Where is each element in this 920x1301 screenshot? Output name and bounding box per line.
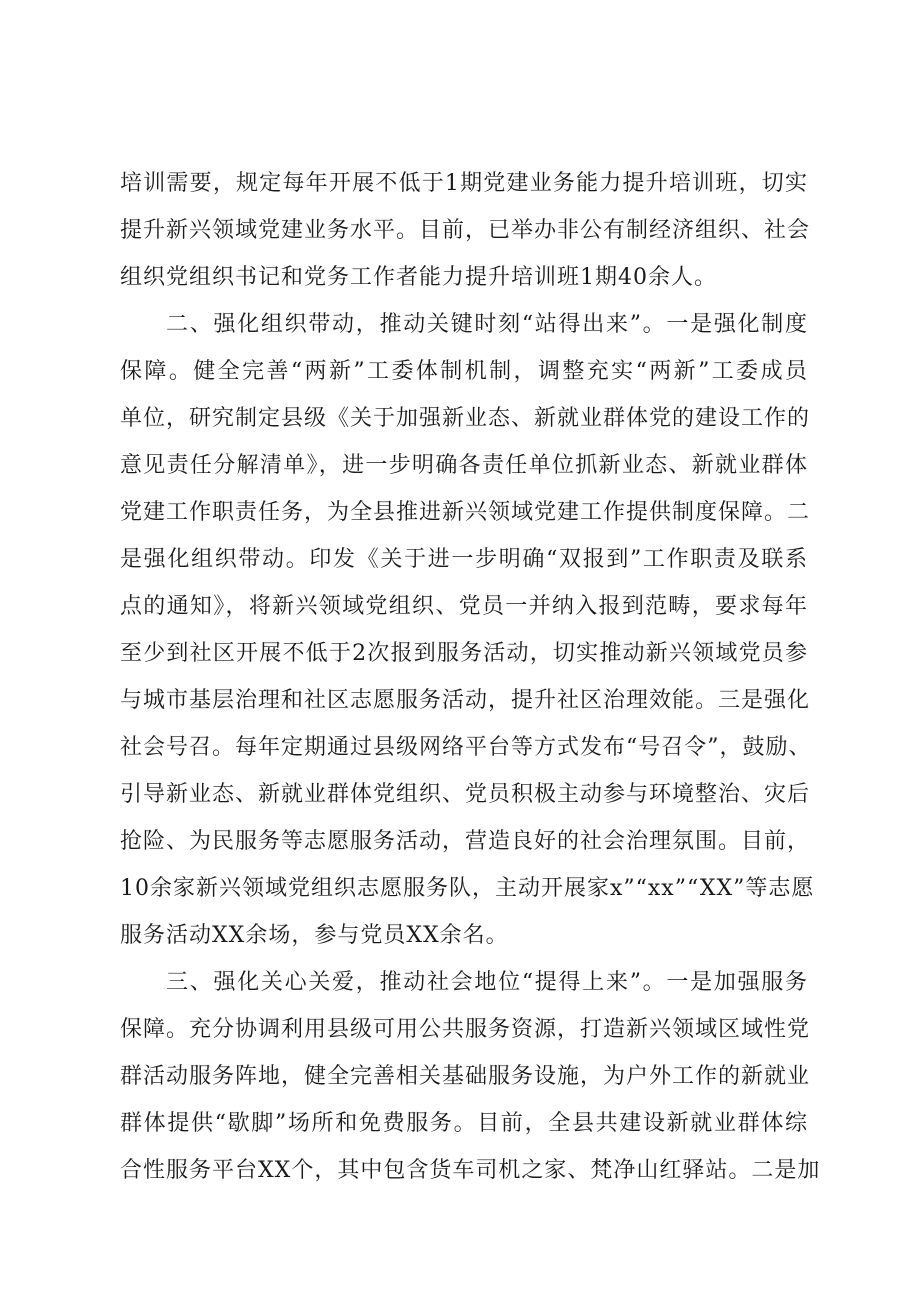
- text-line: 意见责任分解清单》，进一步明确各责任单位抓新业态、新就业群体: [120, 453, 808, 478]
- text-line: 社会号召。每年定期通过县级网络平台等方式发布“号召令”，鼓励、: [120, 735, 812, 760]
- text-line: 党建工作职责任务，为全县推进新兴领域党建工作提供制度保障。二: [120, 500, 811, 525]
- text-line: 抢险、为民服务等志愿服务活动，营造良好的社会治理氛围。目前，: [120, 829, 811, 854]
- text-line: 与城市基层治理和社区志愿服务活动，提升社区治理效能。三是强化: [120, 688, 811, 713]
- paragraph-heading-line: 三、强化关心关爱，推动社会地位“提得上来”。一是加强服务: [166, 970, 808, 995]
- text-line: 保障。充分协调利用县级可用公共服务资源，打造新兴领域区域性党: [120, 1017, 811, 1042]
- text-line: 至少到社区开展不低于2次报到服务活动，切实推动新兴领域党员参: [120, 641, 808, 666]
- text-line: 培训需要，规定每年开展不低于1期党建业务能力提升培训班，切实: [120, 171, 808, 196]
- text-line: 群体提供“歇脚”场所和免费服务。目前，全县共建设新就业群体综: [120, 1111, 808, 1136]
- text-line: 是强化组织带动。印发《关于进一步明确“双报到”工作职责及联系: [120, 547, 808, 572]
- text-line: 10余家新兴领域党组织志愿服务队，主动开展家x”“xx”“XX”等志愿: [120, 876, 815, 901]
- text-line: 单位，研究制定县级《关于加强新业态、新就业群体党的建设工作的: [120, 406, 811, 431]
- text-line: 服务活动XX余场，参与党员XX余名。: [120, 923, 509, 948]
- text-line: 合性服务平台XX个，其中包含货车司机之家、梵净山红驿站。二是加: [120, 1158, 821, 1183]
- text-line: 组织党组织书记和党务工作者能力提升培训班1期40余人。: [120, 265, 717, 290]
- document-body: [120, 160, 821, 1194]
- text-line: 引导新业态、新就业群体党组织、党员积极主动参与环境整治、灾后: [120, 782, 811, 807]
- paragraph-heading-line: 二、强化组织带动，推动关键时刻“站得出来”。一是强化制度: [166, 312, 808, 337]
- text-line: 保障。健全完善“两新”工委体制机制，调整充实“两新”工委成员: [120, 359, 808, 384]
- text-line: 提升新兴领域党建业务水平。目前，已举办非公有制经济组织、社会: [120, 218, 811, 243]
- text-line: 点的通知》，将新兴领域党组织、党员一并纳入报到范畴，要求每年: [120, 594, 808, 619]
- text-line: 群活动服务阵地，健全完善相关基础服务设施，为户外工作的新就业: [120, 1064, 811, 1089]
